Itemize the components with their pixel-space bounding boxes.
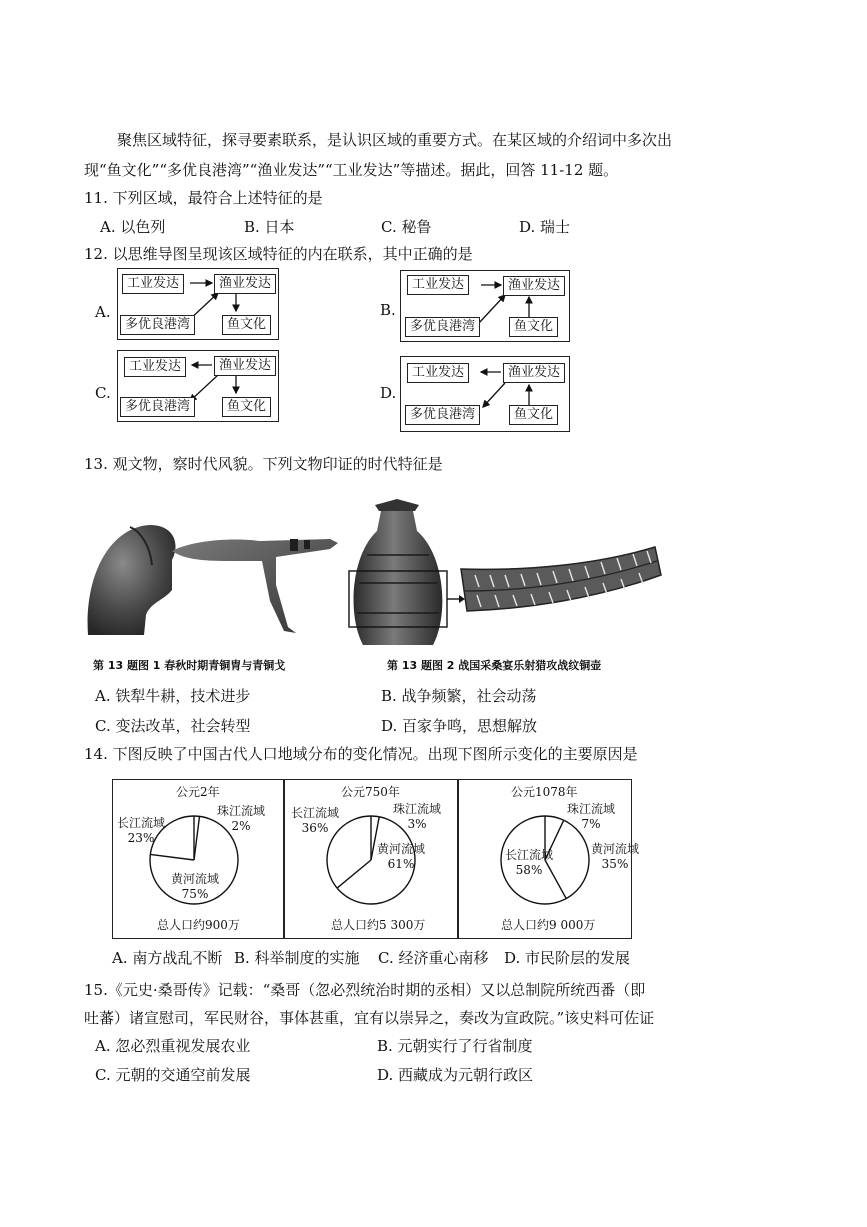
node-harbor: 多优良港湾 (120, 397, 195, 417)
pie-label-pearl-name: 珠江流域 (217, 804, 266, 818)
q15-stem-line-1: 15.《元史·桑哥传》记载：“桑哥（忽必烈统治时期的丞相）又以总制院所统西番（即 (84, 981, 646, 999)
q12-letter-d: D. (380, 384, 397, 402)
bronze-pot-image (345, 495, 665, 655)
pie-label-pearl-percent: 7% (581, 817, 601, 831)
pie-label-yellow (591, 842, 639, 872)
q15-option-d: D. 西藏成为元朝行政区 (377, 1066, 534, 1084)
pie-label-yangtze-name: 长江流域 (117, 816, 166, 830)
q14-option-d: D. 市民阶层的发展 (504, 949, 631, 967)
pie-label-yangtze-percent: 23% (127, 831, 155, 845)
pie-label-pearl-percent: 2% (231, 819, 251, 833)
mindmap-b (400, 270, 570, 342)
intro-line-2: 现“鱼文化”“多优良港湾”“渔业发达”“工业发达”等描述。据此，回答 11-12 题。 (84, 161, 619, 179)
node-harbor: 多优良港湾 (405, 405, 480, 425)
q14-option-b: B. 科举制度的实施 (234, 949, 360, 967)
q11-option-b: B. 日本 (244, 218, 295, 236)
pie-label-pearl-name: 珠江流域 (567, 802, 616, 816)
node-fishery: 渔业发达 (503, 276, 565, 296)
pie-label-pearl (217, 804, 265, 834)
pie-title: 公元2年 (176, 785, 220, 799)
pie-label-pearl-percent: 3% (407, 817, 427, 831)
pie-label-pearl (393, 802, 441, 832)
q15-stem-line-2: 吐蕃）诸宣慰司，军民财谷，事体甚重，宜有以崇异之，奏改为宣政院。”该史料可佐证 (84, 1009, 655, 1027)
node-fishery: 渔业发达 (503, 363, 565, 383)
q12-letter-a: A. (95, 303, 111, 321)
q15-option-b: B. 元朝实行了行省制度 (377, 1037, 533, 1055)
pie-label-yellow-name: 黄河流域 (377, 842, 426, 856)
node-fish-culture: 鱼文化 (509, 317, 558, 337)
node-industry: 工业发达 (407, 363, 469, 383)
pie-label-yangtze-percent: 58% (515, 863, 543, 877)
q12-letter-b: B. (380, 301, 396, 319)
pie-label-yangtze-percent: 36% (301, 821, 329, 835)
q12-letter-c: C. (95, 384, 111, 402)
pie-label-yellow-name: 黄河流域 (591, 842, 640, 856)
q13-option-c: C. 变法改革，社会转型 (95, 717, 251, 735)
pie-label-yangtze (505, 848, 553, 878)
q13-option-b: B. 战争频繁，社会动荡 (381, 687, 537, 705)
figure2-caption: 第 13 题图 2 战国采桑宴乐射猎攻战纹铜壶 (387, 659, 602, 672)
q12-stem: 12. 以思维导图呈现该区域特征的内在联系，其中正确的是 (84, 245, 473, 263)
node-harbor: 多优良港湾 (120, 315, 195, 335)
q11-option-a: A. 以色列 (100, 218, 166, 236)
node-industry: 工业发达 (122, 274, 184, 294)
pie-label-yangtze-name: 长江流域 (505, 848, 554, 862)
node-fish-culture: 鱼文化 (222, 315, 271, 335)
pie-label-yangtze (117, 816, 165, 846)
pie-total: 总人口约5 300万 (331, 918, 426, 932)
q15-option-a: A. 忽必烈重视发展农业 (95, 1037, 251, 1055)
pie-label-pearl-name: 珠江流域 (393, 802, 442, 816)
pie-label-yellow-name: 黄河流域 (171, 872, 220, 886)
q13-stem: 13. 观文物，察时代风貌。下列文物印证的时代特征是 (84, 455, 443, 473)
q13-option-d: D. 百家争鸣，思想解放 (381, 717, 538, 735)
mindmap-d (400, 356, 570, 432)
pie-label-pearl (567, 802, 615, 832)
pie-panel-3 (458, 779, 640, 939)
node-fish-culture: 鱼文化 (509, 405, 558, 425)
node-fishery: 渔业发达 (214, 274, 276, 294)
pie-label-yellow-percent: 61% (387, 857, 415, 871)
pie-total: 总人口约9 000万 (501, 918, 596, 932)
pie-label-yangtze (291, 806, 339, 836)
q11-stem: 11. 下列区域，最符合上述特征的是 (84, 189, 323, 207)
pie-label-yellow (377, 842, 425, 872)
pie-label-yangtze-name: 长江流域 (291, 806, 340, 820)
q11-option-d: D. 瑞士 (519, 218, 571, 236)
q14-stem: 14. 下图反映了中国古代人口地域分布的变化情况。出现下图所示变化的主要原因是 (84, 745, 638, 763)
node-fishery: 渔业发达 (214, 356, 276, 376)
node-industry: 工业发达 (124, 357, 186, 377)
pie-title: 公元750年 (341, 785, 400, 799)
q14-option-a: A. 南方战乱不断 (112, 949, 223, 967)
q13-option-a: A. 铁犁牛耕，技术进步 (95, 687, 251, 705)
q15-option-c: C. 元朝的交通空前发展 (95, 1066, 251, 1084)
node-fish-culture: 鱼文化 (222, 397, 271, 417)
pie-total: 总人口约900万 (157, 918, 240, 932)
q11-option-c: C. 秘鲁 (381, 218, 432, 236)
mindmap-c (117, 350, 279, 422)
mindmap-a (117, 268, 279, 340)
q14-option-c: C. 经济重心南移 (378, 949, 489, 967)
pie-label-yellow (171, 872, 219, 902)
node-harbor: 多优良港湾 (405, 317, 480, 337)
pie-label-yellow-percent: 35% (601, 857, 629, 871)
pie-panel-1 (112, 779, 284, 939)
pie-panel-2 (284, 779, 458, 939)
bronze-helmet-and-ge-image (80, 505, 350, 655)
node-industry: 工业发达 (407, 275, 469, 295)
pie-title: 公元1078年 (511, 785, 578, 799)
intro-line-1: 聚焦区域特征，探寻要素联系，是认识区域的重要方式。在某区域的介绍词中多次出 (117, 131, 673, 149)
figure1-caption: 第 13 题图 1 春秋时期青铜胄与青铜戈 (93, 659, 286, 672)
pie-label-yellow-percent: 75% (181, 887, 209, 901)
